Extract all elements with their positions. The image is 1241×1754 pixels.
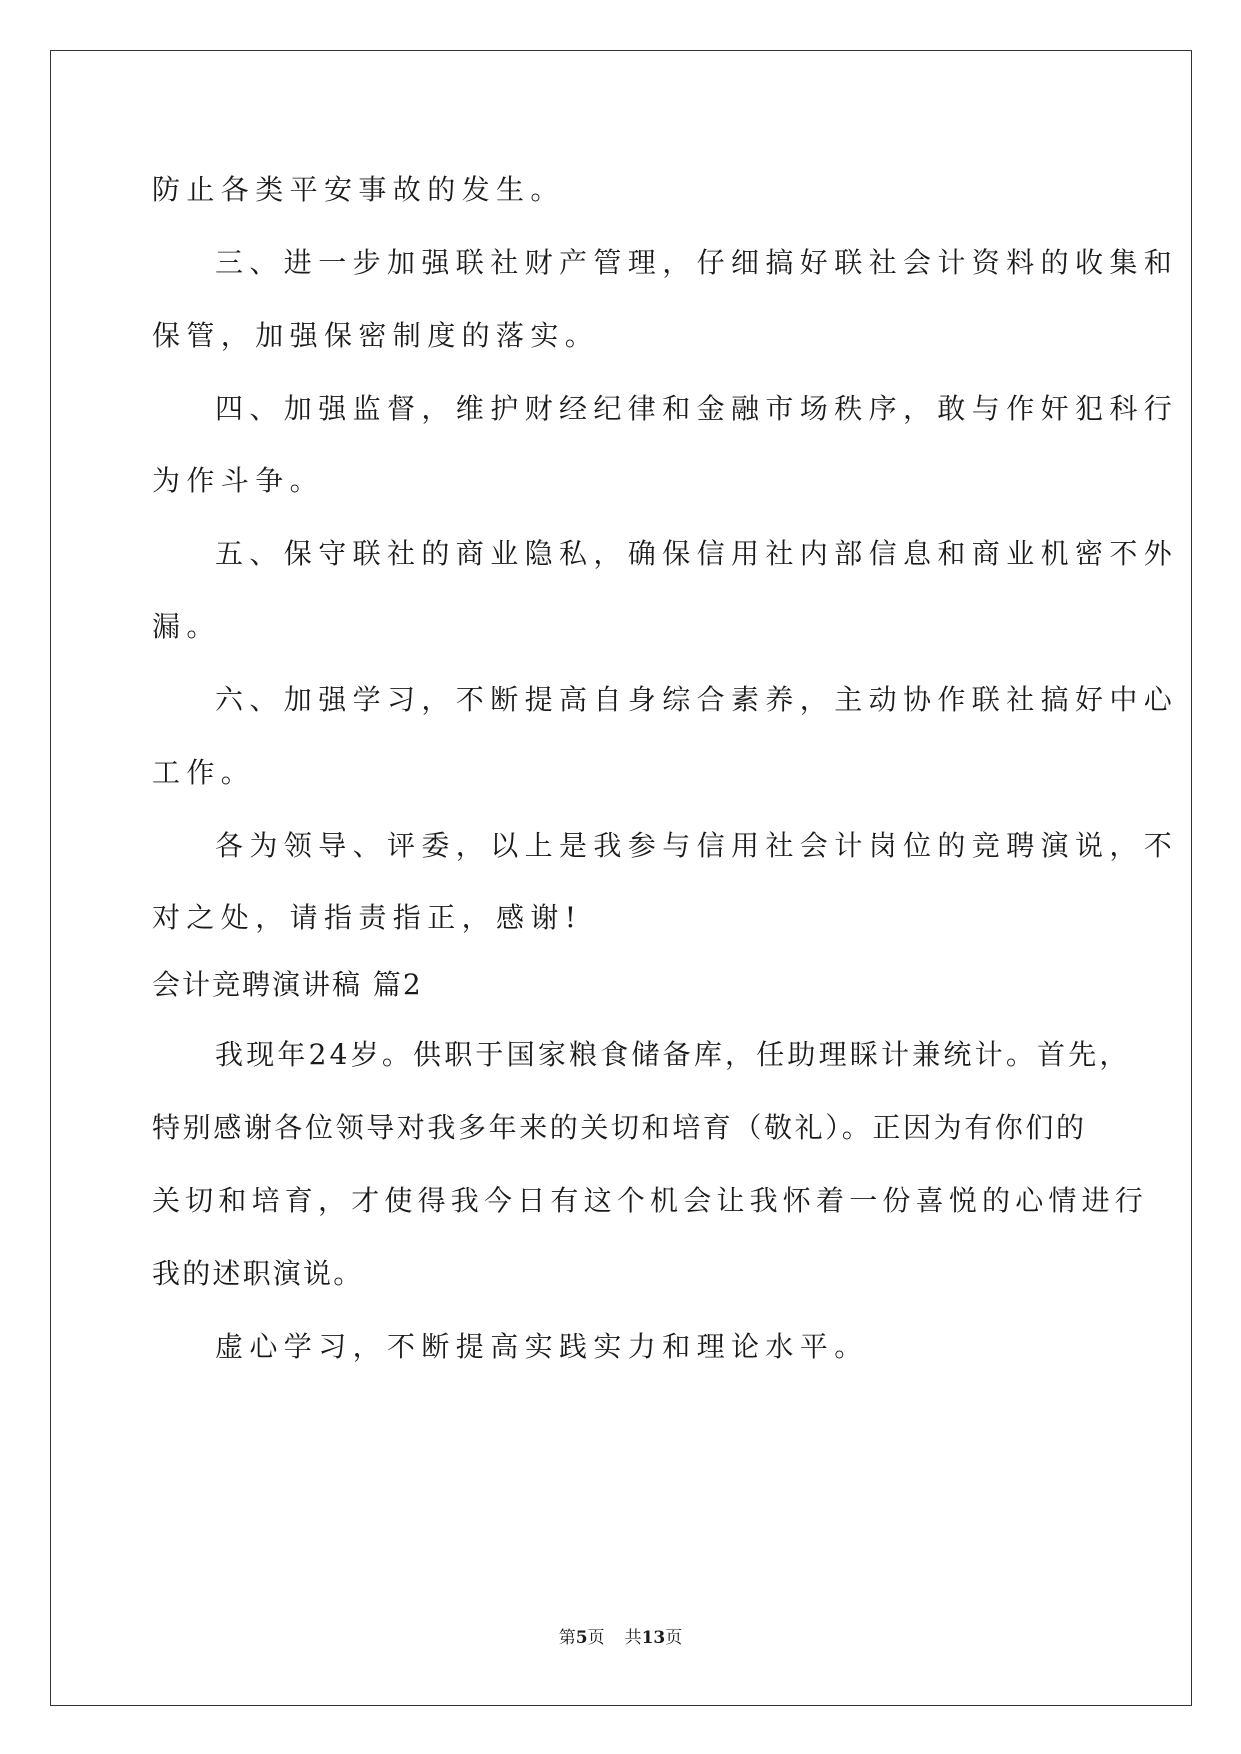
- page-total: 13: [641, 1628, 666, 1648]
- paragraph-line: 特别感谢各位领导对我多年来的关切和培育（敬礼）。正因为有你们的: [152, 1111, 1087, 1144]
- paragraph-line: 我的述职演说。: [152, 1257, 364, 1290]
- paragraph-line: 六、加强学习，不断提高自身综合素养，主动协作联社搞好中心: [215, 683, 1179, 716]
- page-mid: 页: [587, 1628, 605, 1648]
- paragraph-line: 保管，加强保密制度的落实。: [152, 319, 600, 352]
- paragraph-line: 防止各类平安事故的发生。: [152, 173, 565, 206]
- paragraph-line: 四、加强监督，维护财经纪律和金融市场秩序，敢与作奸犯科行: [215, 392, 1179, 425]
- page-frame: [50, 50, 1192, 1706]
- paragraph-line: 为作斗争。: [152, 464, 325, 497]
- total-suffix: 页: [665, 1628, 683, 1648]
- page-footer: [0, 1626, 1241, 1650]
- page-number: 5: [575, 1628, 588, 1648]
- page-prefix: 第: [558, 1628, 576, 1648]
- section-heading: 会计竞聘演讲稿 篇2: [152, 968, 423, 1001]
- paragraph-line: 各为领导、评委，以上是我参与信用社会计岗位的竞聘演说，不: [215, 829, 1179, 862]
- paragraph-line: 五、保守联社的商业隐私，确保信用社内部信息和商业机密不外: [215, 537, 1179, 570]
- paragraph-line: 对之处，请指责指正，感谢!: [152, 901, 583, 934]
- total-prefix: 共: [624, 1628, 642, 1648]
- paragraph-line: 虚心学习，不断提高实践实力和理论水平。: [215, 1330, 869, 1363]
- paragraph-line: 工作。: [152, 756, 256, 789]
- paragraph-line: 我现年24岁。供职于国家粮食储备库，任助理睬计兼统计。首先，: [215, 1038, 1131, 1071]
- paragraph-line: 三、进一步加强联社财产管理，仔细搞好联社会计资料的收集和: [215, 246, 1179, 279]
- paragraph-line: 漏。: [152, 610, 221, 643]
- paragraph-line: 关切和培育，才使得我今日有这个机会让我怀着一份喜悦的心情进行: [152, 1184, 1149, 1217]
